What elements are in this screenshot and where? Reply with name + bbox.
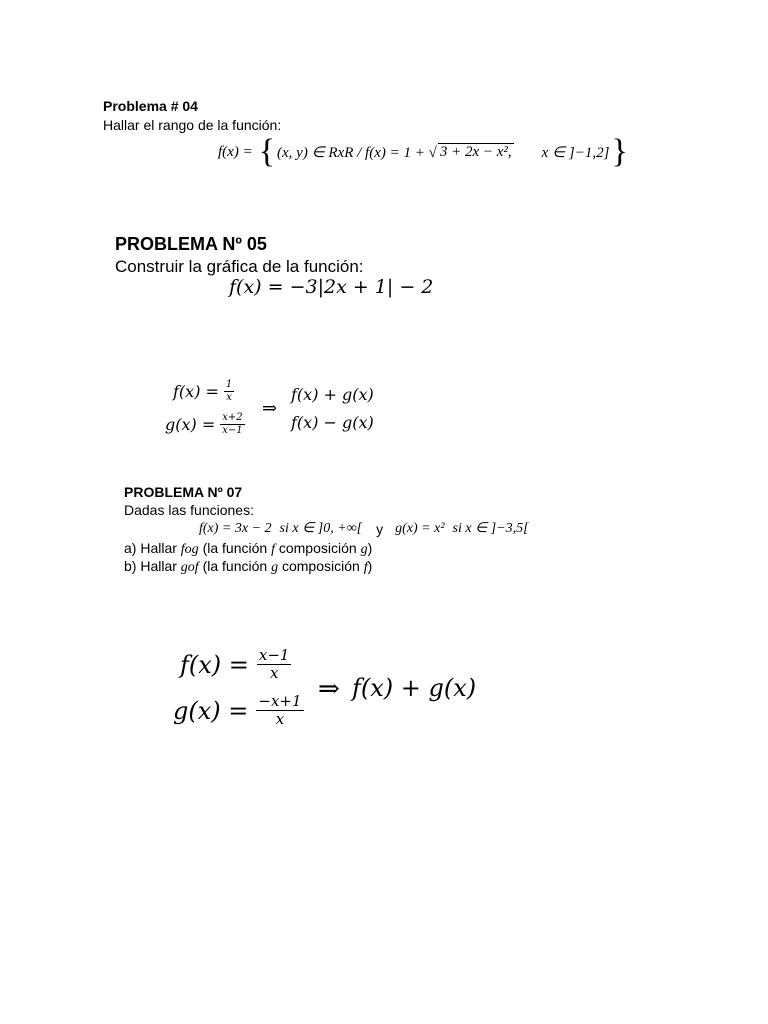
item-a-op: fog: [180, 542, 199, 557]
problem-08-f-denominator: x: [269, 664, 279, 682]
problem-06-arrow: ⇒: [262, 398, 278, 419]
problem-05-heading: PROBLEMA Nº 05: [115, 234, 267, 254]
problem-06-g-fraction: [220, 413, 244, 436]
problem-04-lhs: f(x) =: [218, 143, 253, 160]
problem-04-set-left: (x, y) ∈ RxR / f(x) = 1 + √: [277, 144, 437, 161]
item-b-end: ): [367, 558, 373, 574]
problem-06-f-def: [173, 380, 234, 403]
item-a-prefix: a) Hallar: [124, 540, 177, 556]
problem-06-sum: f(x) + g(x): [291, 385, 374, 404]
problem-07-item-b: [124, 558, 372, 576]
problem-07-item-a: [124, 540, 372, 558]
problem-07-definitions: [199, 520, 529, 537]
problem-07-g-cond: si x ∈ ]−3,5[: [452, 521, 529, 536]
item-a-g: g: [360, 542, 368, 557]
problem-04-domain: x ∈ ]−1,2]: [541, 144, 610, 161]
item-b-op: gof: [180, 560, 199, 575]
item-b-mid: (la función: [202, 558, 268, 574]
problem-06-f-denominator: x: [226, 392, 232, 403]
item-a-end: ): [367, 540, 373, 556]
item-a-f: f: [271, 542, 275, 557]
problem-04-radicand: 3 + 2x − x²,: [439, 144, 512, 160]
problem-08-arrow: ⇒: [318, 674, 340, 704]
item-a-mid: (la función: [202, 540, 268, 556]
problem-04-formula: [218, 135, 628, 169]
problem-08-g-denominator: x: [275, 710, 285, 728]
item-b-g: g: [271, 560, 279, 575]
problem-07-instruction: Dadas las funciones:: [124, 502, 254, 518]
problem-06-g-def: [165, 413, 245, 436]
item-a-comp: composición: [278, 540, 357, 556]
item-b-comp: composición: [281, 558, 360, 574]
problem-04-close-brace: }: [611, 133, 628, 170]
problem-06-g-denominator: x−1: [222, 425, 243, 436]
problem-08-g-numerator: −x+1: [258, 692, 302, 710]
problem-06-f-numerator: 1: [225, 379, 233, 390]
problem-08-g-def: [173, 694, 304, 727]
problem-04-open-brace: {: [258, 133, 276, 170]
problem-07-heading: PROBLEMA Nº 07: [124, 484, 243, 500]
problem-08-f-lhs: f(x) =: [180, 650, 249, 679]
problem-07-g-def: g(x) = x²: [395, 520, 445, 536]
problem-04-heading: Problema # 04: [103, 98, 198, 114]
problem-06-difference: f(x) − g(x): [291, 413, 374, 432]
problem-08-f-fraction: [257, 648, 292, 681]
problem-06-g-numerator: x+2: [222, 412, 243, 423]
problem-08-f-def: [180, 648, 291, 681]
problem-08-f-numerator: x−1: [258, 646, 290, 664]
problem-05-formula: f(x) = −3|2x + 1| − 2: [229, 276, 434, 298]
problem-05-instruction: Construir la gráfica de la función:: [115, 257, 364, 276]
problem-07-f-cond: si x ∈ ]0, +∞[: [279, 521, 363, 536]
problem-06-f-lhs: f(x) =: [173, 382, 219, 401]
problem-06-g-lhs: g(x) =: [165, 415, 216, 434]
item-b-prefix: b) Hallar: [124, 558, 177, 574]
problem-04-instruction: Hallar el rango de la función:: [103, 117, 282, 133]
problem-08-g-lhs: g(x) =: [173, 696, 249, 725]
item-b-f: f: [363, 560, 368, 575]
problem-07-connector: y: [376, 520, 384, 537]
problem-08-sum: f(x) + g(x): [352, 674, 477, 702]
problem-06-f-fraction: [224, 380, 234, 403]
problem-07-f-def: f(x) = 3x − 2: [199, 520, 272, 536]
problem-08-g-fraction: [256, 694, 303, 727]
